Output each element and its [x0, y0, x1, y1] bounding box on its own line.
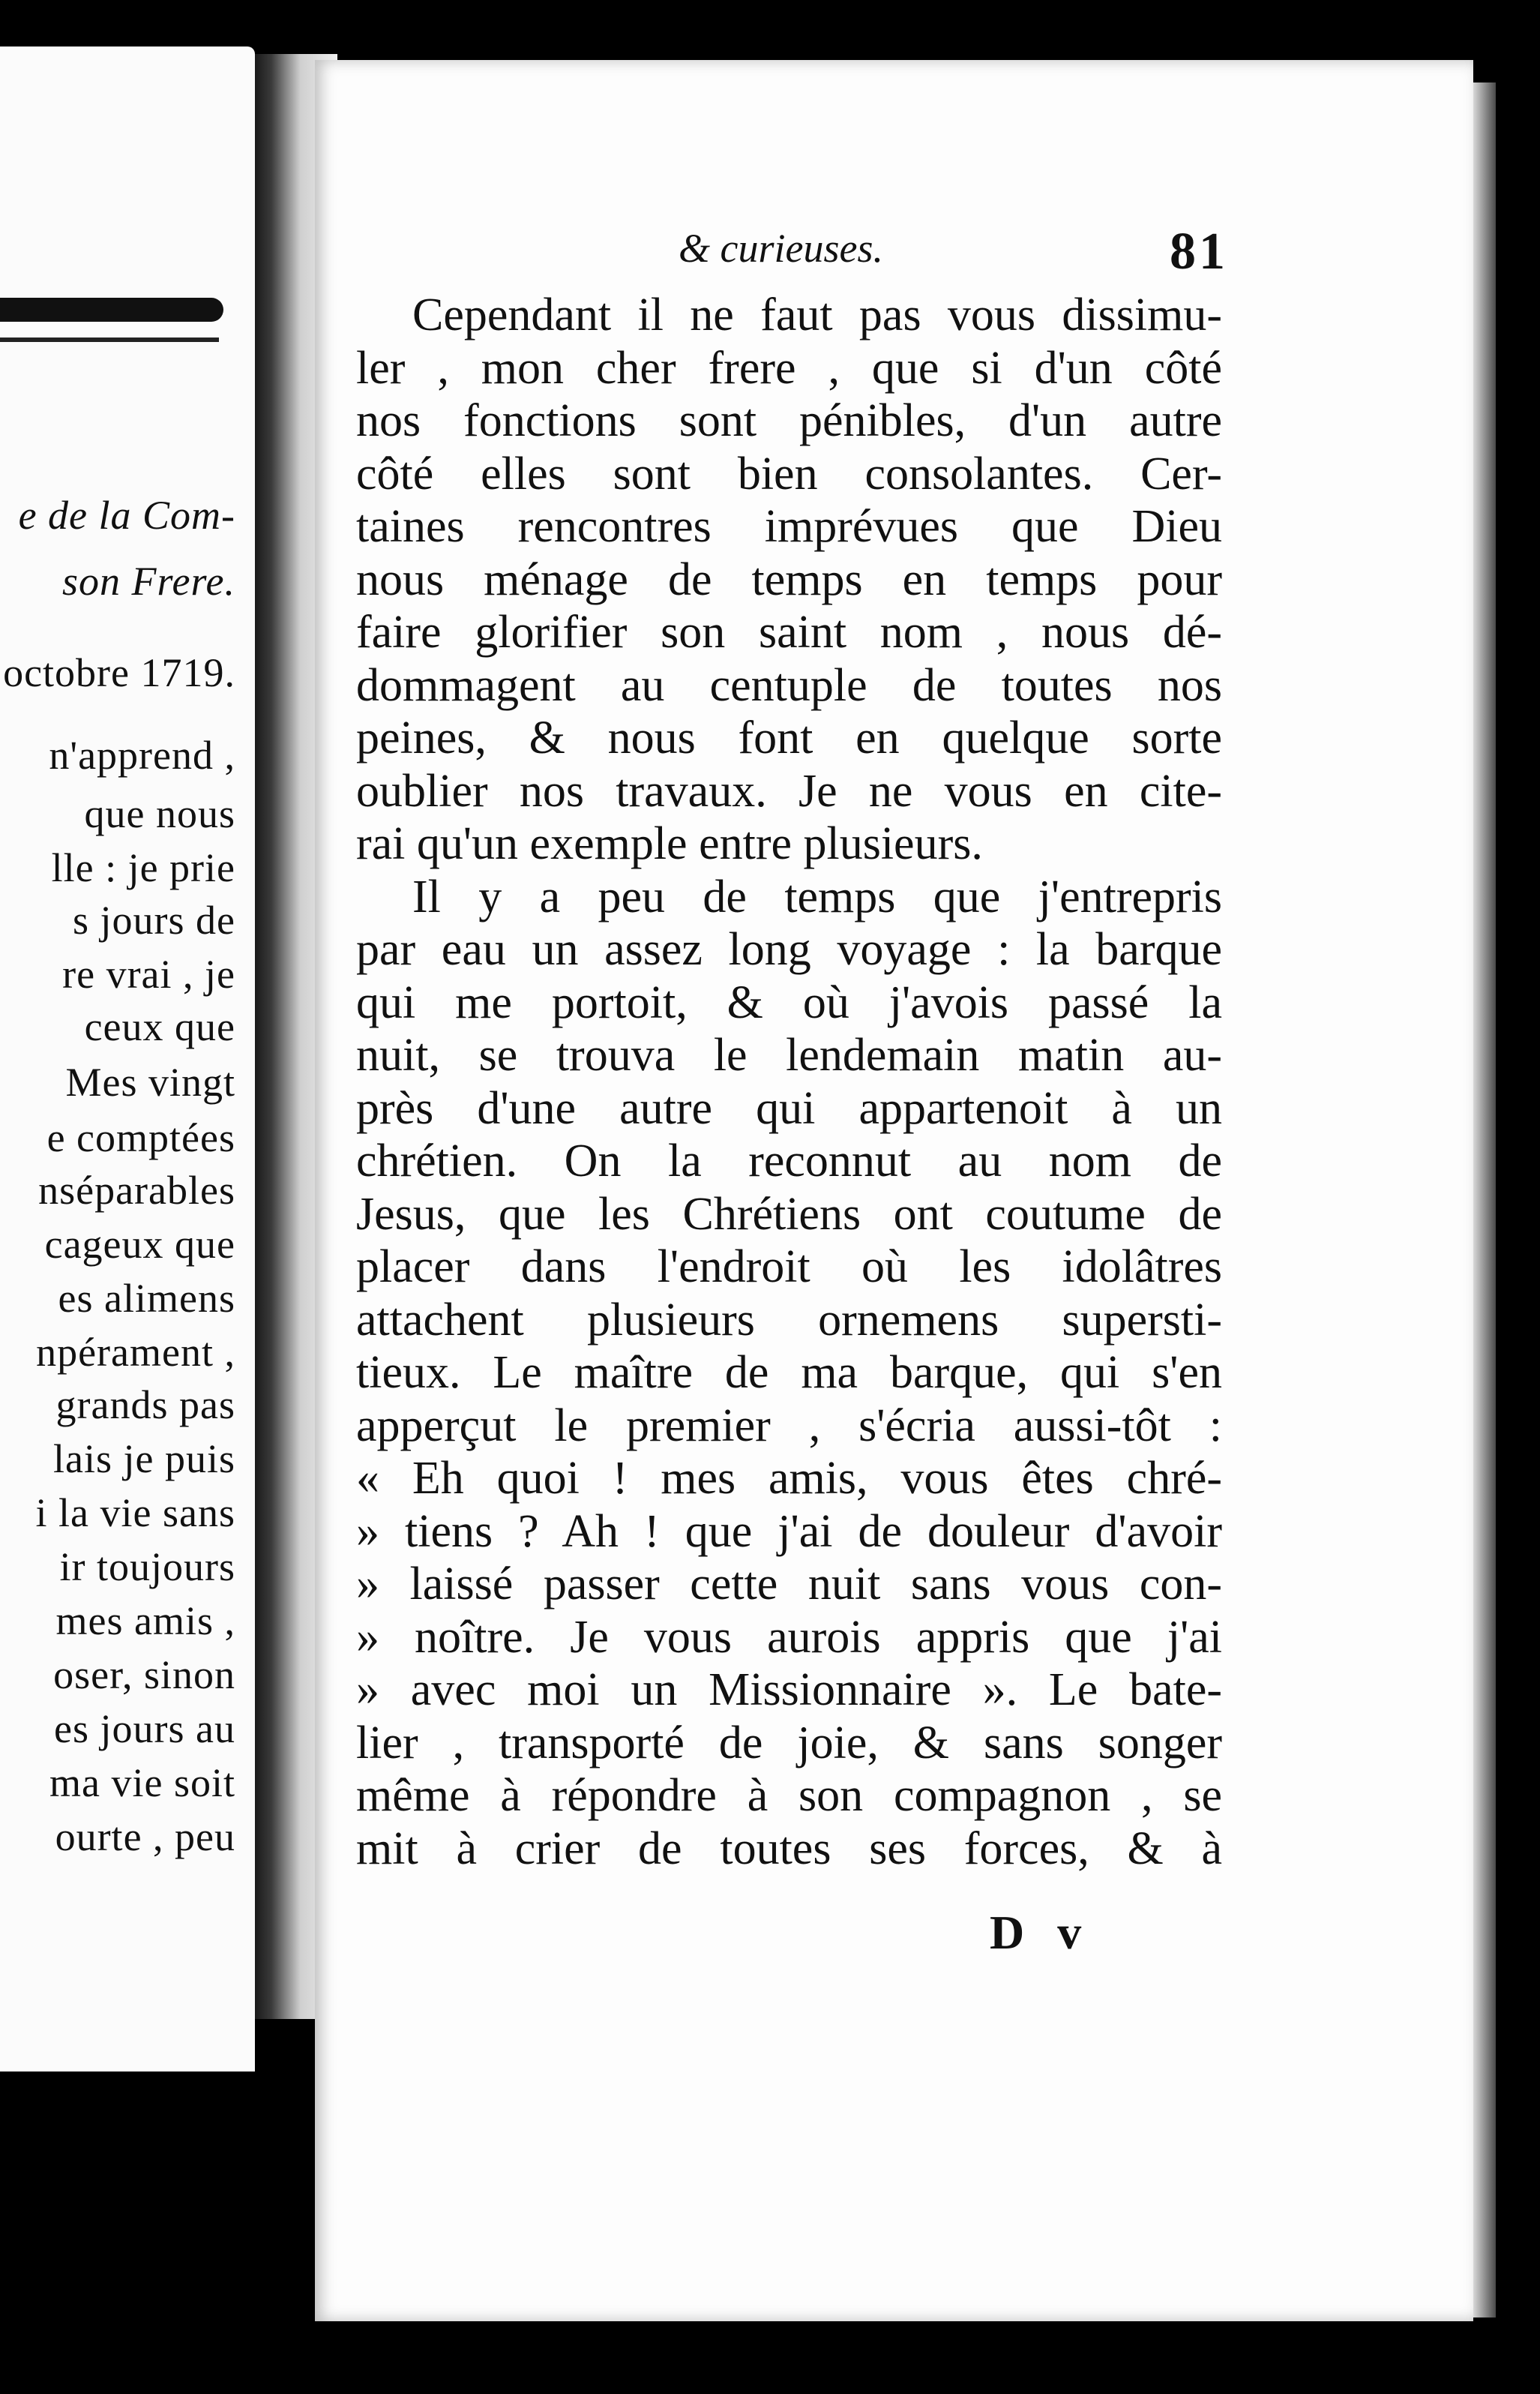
text-line: « Eh quoi ! mes amis, vous êtes chré-: [356, 1453, 1222, 1504]
text-line: peines, & nous font en quelque sorte: [356, 712, 1222, 764]
text-line: près d'une autre qui appartenoit à un: [356, 1082, 1222, 1134]
text-line: » tiens ? Ah ! que j'ai de douleur d'avoir: [356, 1505, 1222, 1557]
page-number: 81: [1170, 223, 1228, 280]
left-page-line: oser, sinon: [53, 1652, 235, 1697]
text-line: chrétien. On la reconnut au nom de: [356, 1136, 1222, 1186]
left-page-line: ma vie soit: [49, 1760, 235, 1805]
left-page-line: ceux que: [84, 1004, 235, 1049]
left-page-line: mes amis ,: [55, 1598, 235, 1643]
text-line: nuit, se trouva le lendemain matin au-: [356, 1030, 1222, 1081]
left-page-line: ourte , peu: [55, 1814, 235, 1859]
text-line: » laissé passer cette nuit sans vous con-: [356, 1558, 1222, 1610]
left-page-line: son Frere.: [62, 559, 235, 604]
text-line: faire glorifier son saint nom , nous dé-: [356, 607, 1222, 658]
text-line: » avec moi un Missionnaire ». Le bate-: [356, 1664, 1222, 1715]
ornamental-rule-thin: [0, 338, 219, 342]
left-page-line: lle : je prie: [51, 845, 235, 890]
left-page-line: Mes vingt: [65, 1060, 235, 1105]
text-line: » noître. Je vous aurois appris que j'ai: [356, 1611, 1222, 1663]
text-line: dommagent au centuple de toutes nos: [356, 659, 1222, 711]
left-page-line: grands pas: [55, 1382, 235, 1427]
left-page-line: es jours au: [54, 1706, 235, 1751]
text-line: oublier nos travaux. Je ne vous en cite-: [356, 765, 1222, 817]
text-line: nous ménage de temps en temps pour: [356, 554, 1222, 605]
left-page-line: s jours de: [73, 898, 235, 943]
left-page-line: lais je puis: [53, 1436, 235, 1481]
ornamental-rule: [0, 298, 223, 322]
signature-mark: D v: [990, 1906, 1092, 1959]
text-line: attachent plusieurs ornemens supersti-: [356, 1294, 1222, 1346]
text-line: taines rencontres imprévues que Dieu: [356, 501, 1222, 552]
left-page-line: n'apprend ,: [49, 733, 235, 778]
text-line: apperçut le premier , s'écria aussi-tôt :: [356, 1400, 1222, 1451]
left-page-line: octobre 1719.: [3, 650, 235, 695]
text-line: côté elles sont bien consolantes. Cer-: [356, 448, 1222, 500]
text-line: nos fonctions sont pénibles, d'un autre: [356, 395, 1222, 446]
text-line: Il y a peu de temps que j'entrepris: [412, 871, 1222, 922]
text-line: Jesus, que les Chrétiens ont coutume de: [356, 1188, 1222, 1240]
text-line: tieux. Le maître de ma barque, qui s'en: [356, 1347, 1222, 1398]
body-text: [356, 289, 1222, 1875]
left-page-line: e comptées: [46, 1115, 235, 1160]
text-line: par eau un assez long voyage : la barque: [356, 924, 1222, 975]
page-edge: [1473, 82, 1496, 2318]
left-page-line: re vrai , je: [62, 952, 235, 997]
left-page-line: que nous: [84, 791, 235, 836]
text-line: placer dans l'endroit où les idolâtres: [356, 1241, 1222, 1292]
text-line: Cependant il ne faut pas vous dissimu-: [412, 290, 1222, 340]
running-head: & curieuses.: [679, 226, 883, 271]
left-page-line: ir toujours: [59, 1544, 235, 1589]
text-line: mit à crier de toutes ses forces, & à: [356, 1822, 1222, 1874]
text-line: rai qu'un exemple entre plusieurs.: [356, 818, 983, 869]
left-page-line: nséparables: [38, 1168, 235, 1213]
left-page-line: e de la Com-: [18, 493, 235, 538]
text-line: lier , transporté de joie, & sans songer: [356, 1717, 1222, 1768]
left-page-line: npérament ,: [36, 1330, 235, 1375]
text-line: ler , mon cher frere , que si d'un côté: [356, 342, 1222, 394]
left-page: [0, 46, 255, 2072]
text-line: qui me portoit, & où j'avois passé la: [356, 976, 1222, 1028]
left-page-line: cageux que: [44, 1222, 235, 1267]
left-page-line: i la vie sans: [35, 1490, 235, 1535]
text-line: même à répondre à son compagnon , se: [356, 1770, 1222, 1821]
left-page-line: es alimens: [58, 1276, 235, 1321]
scan-border: [0, 2325, 1540, 2394]
